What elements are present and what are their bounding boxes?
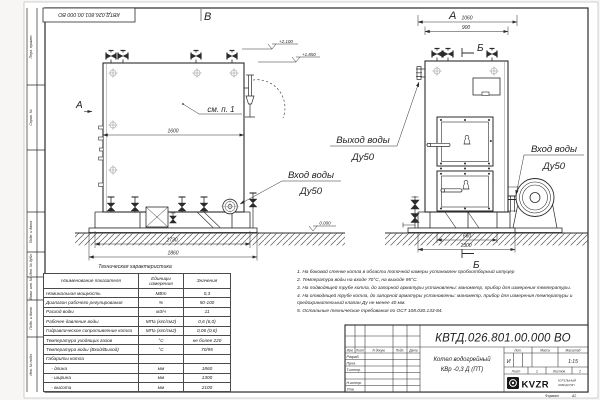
spec-row xyxy=(44,354,231,363)
spec-cell: - высота xyxy=(44,382,139,391)
svg-text:А: А xyxy=(76,100,83,111)
note-item: 2. Температура воды на входе 70°С, на выходе 95°С. xyxy=(297,277,418,283)
spec-row xyxy=(44,373,231,382)
spec-cell: 70/95 xyxy=(184,345,231,354)
top-stamp xyxy=(43,8,135,22)
dim-text: 1300 xyxy=(460,243,472,249)
company-name: КОТЕЛЬНЫЙ xyxy=(558,378,577,383)
dim-text: 660 xyxy=(462,233,472,240)
elevation-text: +2.100 xyxy=(279,38,293,44)
spec-cell: Гидравлическое сопротивление котла xyxy=(44,326,139,335)
spec-cell: Рабочее давление воды xyxy=(44,317,139,326)
tb-sheet-label: Лист xyxy=(511,369,521,374)
tb-sign-row: Пров. xyxy=(346,361,356,366)
spec-cell: Диапазон рабочего регулирования xyxy=(44,298,139,307)
spec-cell: 0,3 xyxy=(184,289,231,298)
margin-label: Справ. № xyxy=(29,109,33,126)
boiler-front-body xyxy=(103,63,244,212)
product-name: Котел водогрейный xyxy=(433,357,491,363)
door-upper xyxy=(427,117,493,166)
spec-table-title: Техническая характеристика xyxy=(98,264,172,270)
product-model: КВр -0,3 Д (ПТ) xyxy=(440,367,484,373)
spec-cell xyxy=(139,354,184,363)
spec-cell: Номинальная мощность xyxy=(44,289,139,298)
spec-cell: 0,6 (6,0) xyxy=(184,317,231,326)
tb-lit-value: И xyxy=(506,359,511,365)
tb-lit-label: Лит. xyxy=(514,348,522,353)
note-item: 4. На отводящей трубе котла, до запорной арматуры установлены: манометр, прибор для измерения температуры и предохранительный клапан Ду не менее 40 мм. xyxy=(297,293,573,306)
logo-text: KVZR xyxy=(521,379,549,391)
tb-col: N докум. xyxy=(372,348,386,353)
tb-mass-label: Масса xyxy=(540,348,550,353)
format-label: Формат xyxy=(545,394,559,398)
spec-cell: не более 220 xyxy=(184,335,231,344)
top-stamp-number: КВТД.026.801.00.000 ВО xyxy=(58,10,120,17)
margin-label: Подп. и дата xyxy=(29,307,33,330)
spec-cell: Температура уходящих газов xyxy=(44,335,139,344)
dim-text: 1600 xyxy=(167,128,179,135)
control-panel xyxy=(473,78,500,95)
spec-cell: 11 xyxy=(184,307,231,316)
dim-text: 900 xyxy=(461,25,471,31)
spec-cell: 2100 xyxy=(184,382,231,391)
spec-header: Единицы измерения xyxy=(139,274,184,289)
elevation-text: 0.000 xyxy=(319,220,331,226)
spec-cell: % xyxy=(139,298,184,307)
spec-cell: МПа (кгс/см2) xyxy=(139,317,184,326)
svg-text:Б: Б xyxy=(477,43,484,54)
dim-text: 1860 xyxy=(167,250,179,257)
tb-sign-row: Разраб. xyxy=(346,355,360,359)
ground-hatch xyxy=(385,233,588,245)
margin-label: Инв. № подл. xyxy=(29,353,33,376)
elevation-text: +1.850 xyxy=(302,51,316,57)
tb-sign-row: Т.контр. xyxy=(346,368,361,372)
svg-text:Выход воды: Выход воды xyxy=(336,135,390,146)
svg-text:Ду50: Ду50 xyxy=(542,161,566,172)
spec-cell: мм xyxy=(139,382,184,391)
door-lower xyxy=(437,168,493,212)
svg-text:Вход воды: Вход воды xyxy=(287,170,335,181)
spec-cell: 50-100 xyxy=(184,298,231,307)
spec-cell: °С xyxy=(139,335,184,344)
svg-text:Ду50: Ду50 xyxy=(351,152,375,163)
tb-col: Лист xyxy=(355,348,365,353)
margin-label: Подп. и дата xyxy=(29,220,33,244)
spec-cell: 0,06 (0,6) xyxy=(184,326,231,335)
note-item: 3. На подводящей трубе котла, до запорной арматуры установлены: манометр, прибор для измерения температуры. xyxy=(297,285,572,291)
spec-cell: мм xyxy=(139,364,184,373)
tb-sheet-value: 1 xyxy=(536,369,538,374)
tb-sign-row: Утв. xyxy=(346,387,355,392)
doc-number: КВТД.026.801.00.000 ВО xyxy=(435,332,571,345)
spec-cell: °С xyxy=(139,345,184,354)
spec-cell: 1860 xyxy=(184,364,231,373)
title-block xyxy=(345,325,588,398)
spec-row xyxy=(44,307,231,316)
tb-col: Подп. xyxy=(395,348,405,353)
spec-cell: Температура воды (Вход/Выход) xyxy=(44,345,139,354)
technical-notes xyxy=(297,270,589,317)
tb-col: Дата xyxy=(409,348,418,353)
tb-scale-label: Масштаб xyxy=(565,348,581,353)
tb-col: Изм. xyxy=(346,348,354,353)
margin-label: Инв. № дубл. xyxy=(29,253,33,276)
spec-header: Наименование показателя xyxy=(44,274,139,289)
ground-hatch xyxy=(75,233,345,245)
spec-cell: Габариты котла xyxy=(44,354,139,363)
dim-text: 1730 xyxy=(166,237,178,244)
spec-cell: - ширина xyxy=(44,373,139,382)
spec-row xyxy=(44,382,231,391)
note-item: 1. На боковой стенке котла в области топочной камеры установлен пробоотборный штуцер xyxy=(297,270,515,275)
spec-cell: - длина xyxy=(44,364,139,373)
tb-scale-value: 1:15 xyxy=(568,359,578,365)
spec-row xyxy=(44,345,231,354)
spec-cell: мм xyxy=(139,373,184,382)
tb-sign-row: Н.контр. xyxy=(346,381,362,385)
svg-text:Вход воды: Вход воды xyxy=(530,144,578,155)
spec-table xyxy=(43,273,231,392)
svg-text:Б: Б xyxy=(473,260,480,271)
spec-row xyxy=(44,298,231,307)
callout-text: см. п. 1 xyxy=(207,105,235,114)
spec-cell: Расход воды xyxy=(44,307,139,316)
spec-cell: МВт xyxy=(139,289,184,298)
company-name: ЗАВОД РЭП xyxy=(558,383,575,387)
format-value: А2 xyxy=(571,394,577,398)
ground xyxy=(75,233,588,245)
side-view-label: А xyxy=(449,10,457,22)
spec-row xyxy=(44,326,231,335)
dim-text: 1060 xyxy=(461,15,473,22)
note-item: 5. Остальные технические требования по ОСТ 108.030.133-84. xyxy=(297,308,443,314)
spec-header-row xyxy=(44,274,231,289)
spec-row xyxy=(44,335,231,344)
spec-cell xyxy=(184,354,231,363)
tb-sheets-value: 2 xyxy=(579,369,581,374)
svg-text:Ду50: Ду50 xyxy=(299,186,323,197)
margin-label: Перв. примен. xyxy=(29,34,33,59)
spec-row xyxy=(44,289,231,298)
tb-sheets-label: Листов xyxy=(552,369,566,374)
spec-header: Значения xyxy=(184,274,231,289)
spec-row xyxy=(44,317,231,326)
spec-row xyxy=(44,364,231,373)
margin-label: Взам. инв. № xyxy=(29,277,33,300)
spec-cell: МПа (кгс/см2) xyxy=(139,326,184,335)
spec-cell: 1300 xyxy=(184,373,231,382)
spec-cell: м3/ч xyxy=(139,307,184,316)
front-view-label: В xyxy=(204,11,212,23)
